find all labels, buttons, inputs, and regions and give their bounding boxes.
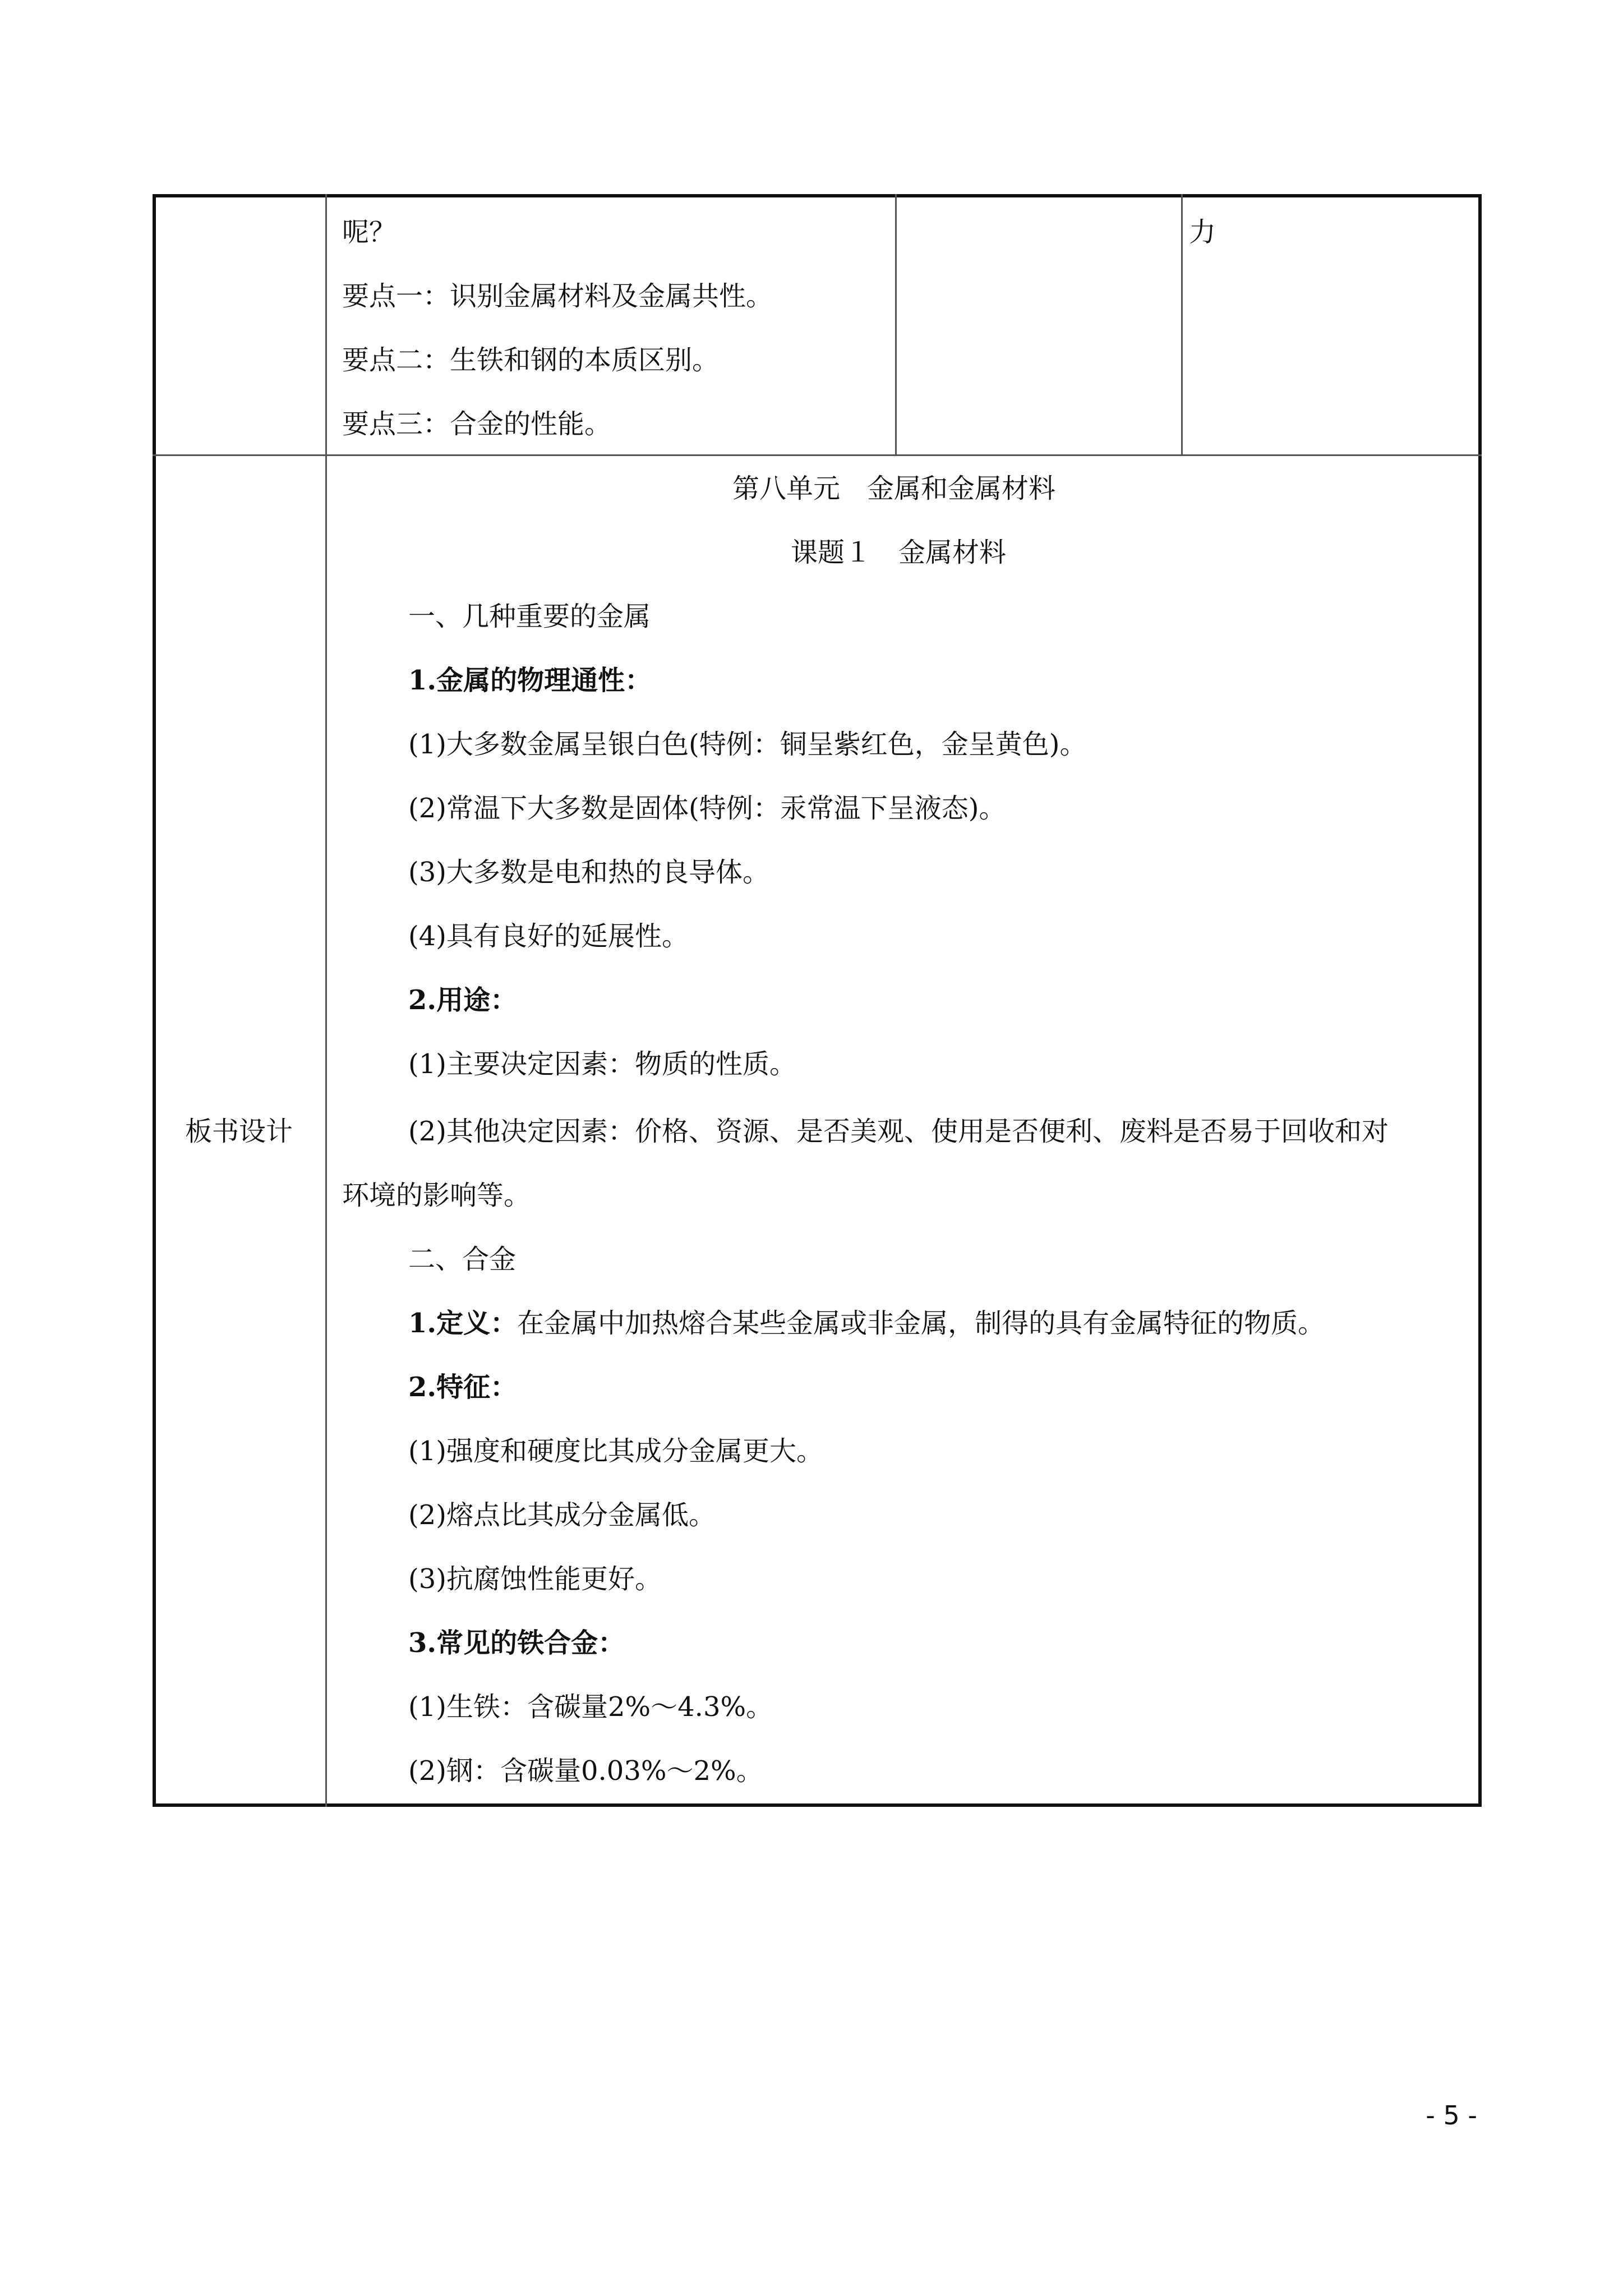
subheading-uses: 2.用途： — [408, 984, 518, 1016]
subheading-physical-properties: 1.金属的物理通性： — [408, 665, 652, 696]
section-heading-2: 二、合金 — [408, 1244, 517, 1275]
feature-item-1: (1)强度和硬度比其成分金属更大。 — [408, 1435, 823, 1467]
lesson-title: 课题１ 金属材料 — [791, 537, 1007, 568]
subheading-iron-alloys: 3.常见的铁合金： — [408, 1627, 625, 1659]
top-text-1: 呢？ — [342, 217, 396, 248]
iron-alloy-item-1: (1)生铁：含碳量2%～4.3%。 — [408, 1691, 773, 1723]
section-heading-1: 一、几种重要的金属 — [408, 601, 651, 632]
feature-item-2: (2)熔点比其成分金属低。 — [408, 1499, 716, 1531]
top-text-4: 要点三：合金的性能。 — [342, 408, 612, 440]
unit-title: 第八单元 金属和金属材料 — [732, 473, 1056, 504]
board-design-label: 板书设计 — [185, 1116, 293, 1147]
iron-alloy-item-2: (2)钢：含碳量0.03%～2%。 — [408, 1755, 763, 1787]
top-text-2: 要点一：识别金属材料及金属共性。 — [342, 280, 773, 312]
property-item-1: (1)大多数金属呈银白色(特例：铜呈紫红色，金呈黄色)。 — [408, 729, 1087, 760]
definition-line — [408, 1306, 1325, 1340]
definition-text: 在金属中加热熔合某些金属或非金属，制得的具有金属特征的物质。 — [517, 1308, 1325, 1339]
property-item-3: (3)大多数是电和热的良导体。 — [408, 857, 769, 888]
feature-item-3: (3)抗腐蚀性能更好。 — [408, 1563, 662, 1595]
property-item-2: (2)常温下大多数是固体(特例：汞常温下呈液态)。 — [408, 793, 1006, 824]
use-item-2: (2)其他决定因素：价格、资源、是否美观、使用是否便利、废料是否易于回收和对 — [408, 1116, 1389, 1147]
subheading-features: 2.特征： — [408, 1372, 518, 1403]
col-divider-2 — [895, 194, 897, 455]
top-col4-text: 力 — [1189, 217, 1216, 248]
property-item-4: (4)具有良好的延展性。 — [408, 921, 689, 952]
col-divider-3 — [1181, 194, 1183, 455]
use-item-1: (1)主要决定因素：物质的性质。 — [408, 1048, 796, 1080]
col-divider-1 — [325, 194, 327, 1807]
page-number: - 5 - — [1426, 2100, 1477, 2131]
row-divider — [153, 454, 1482, 456]
top-text-3: 要点二：生铁和钢的本质区别。 — [342, 344, 720, 376]
definition-label: 1.定义： — [408, 1308, 518, 1339]
use-item-2-continued: 环境的影响等。 — [342, 1180, 531, 1211]
